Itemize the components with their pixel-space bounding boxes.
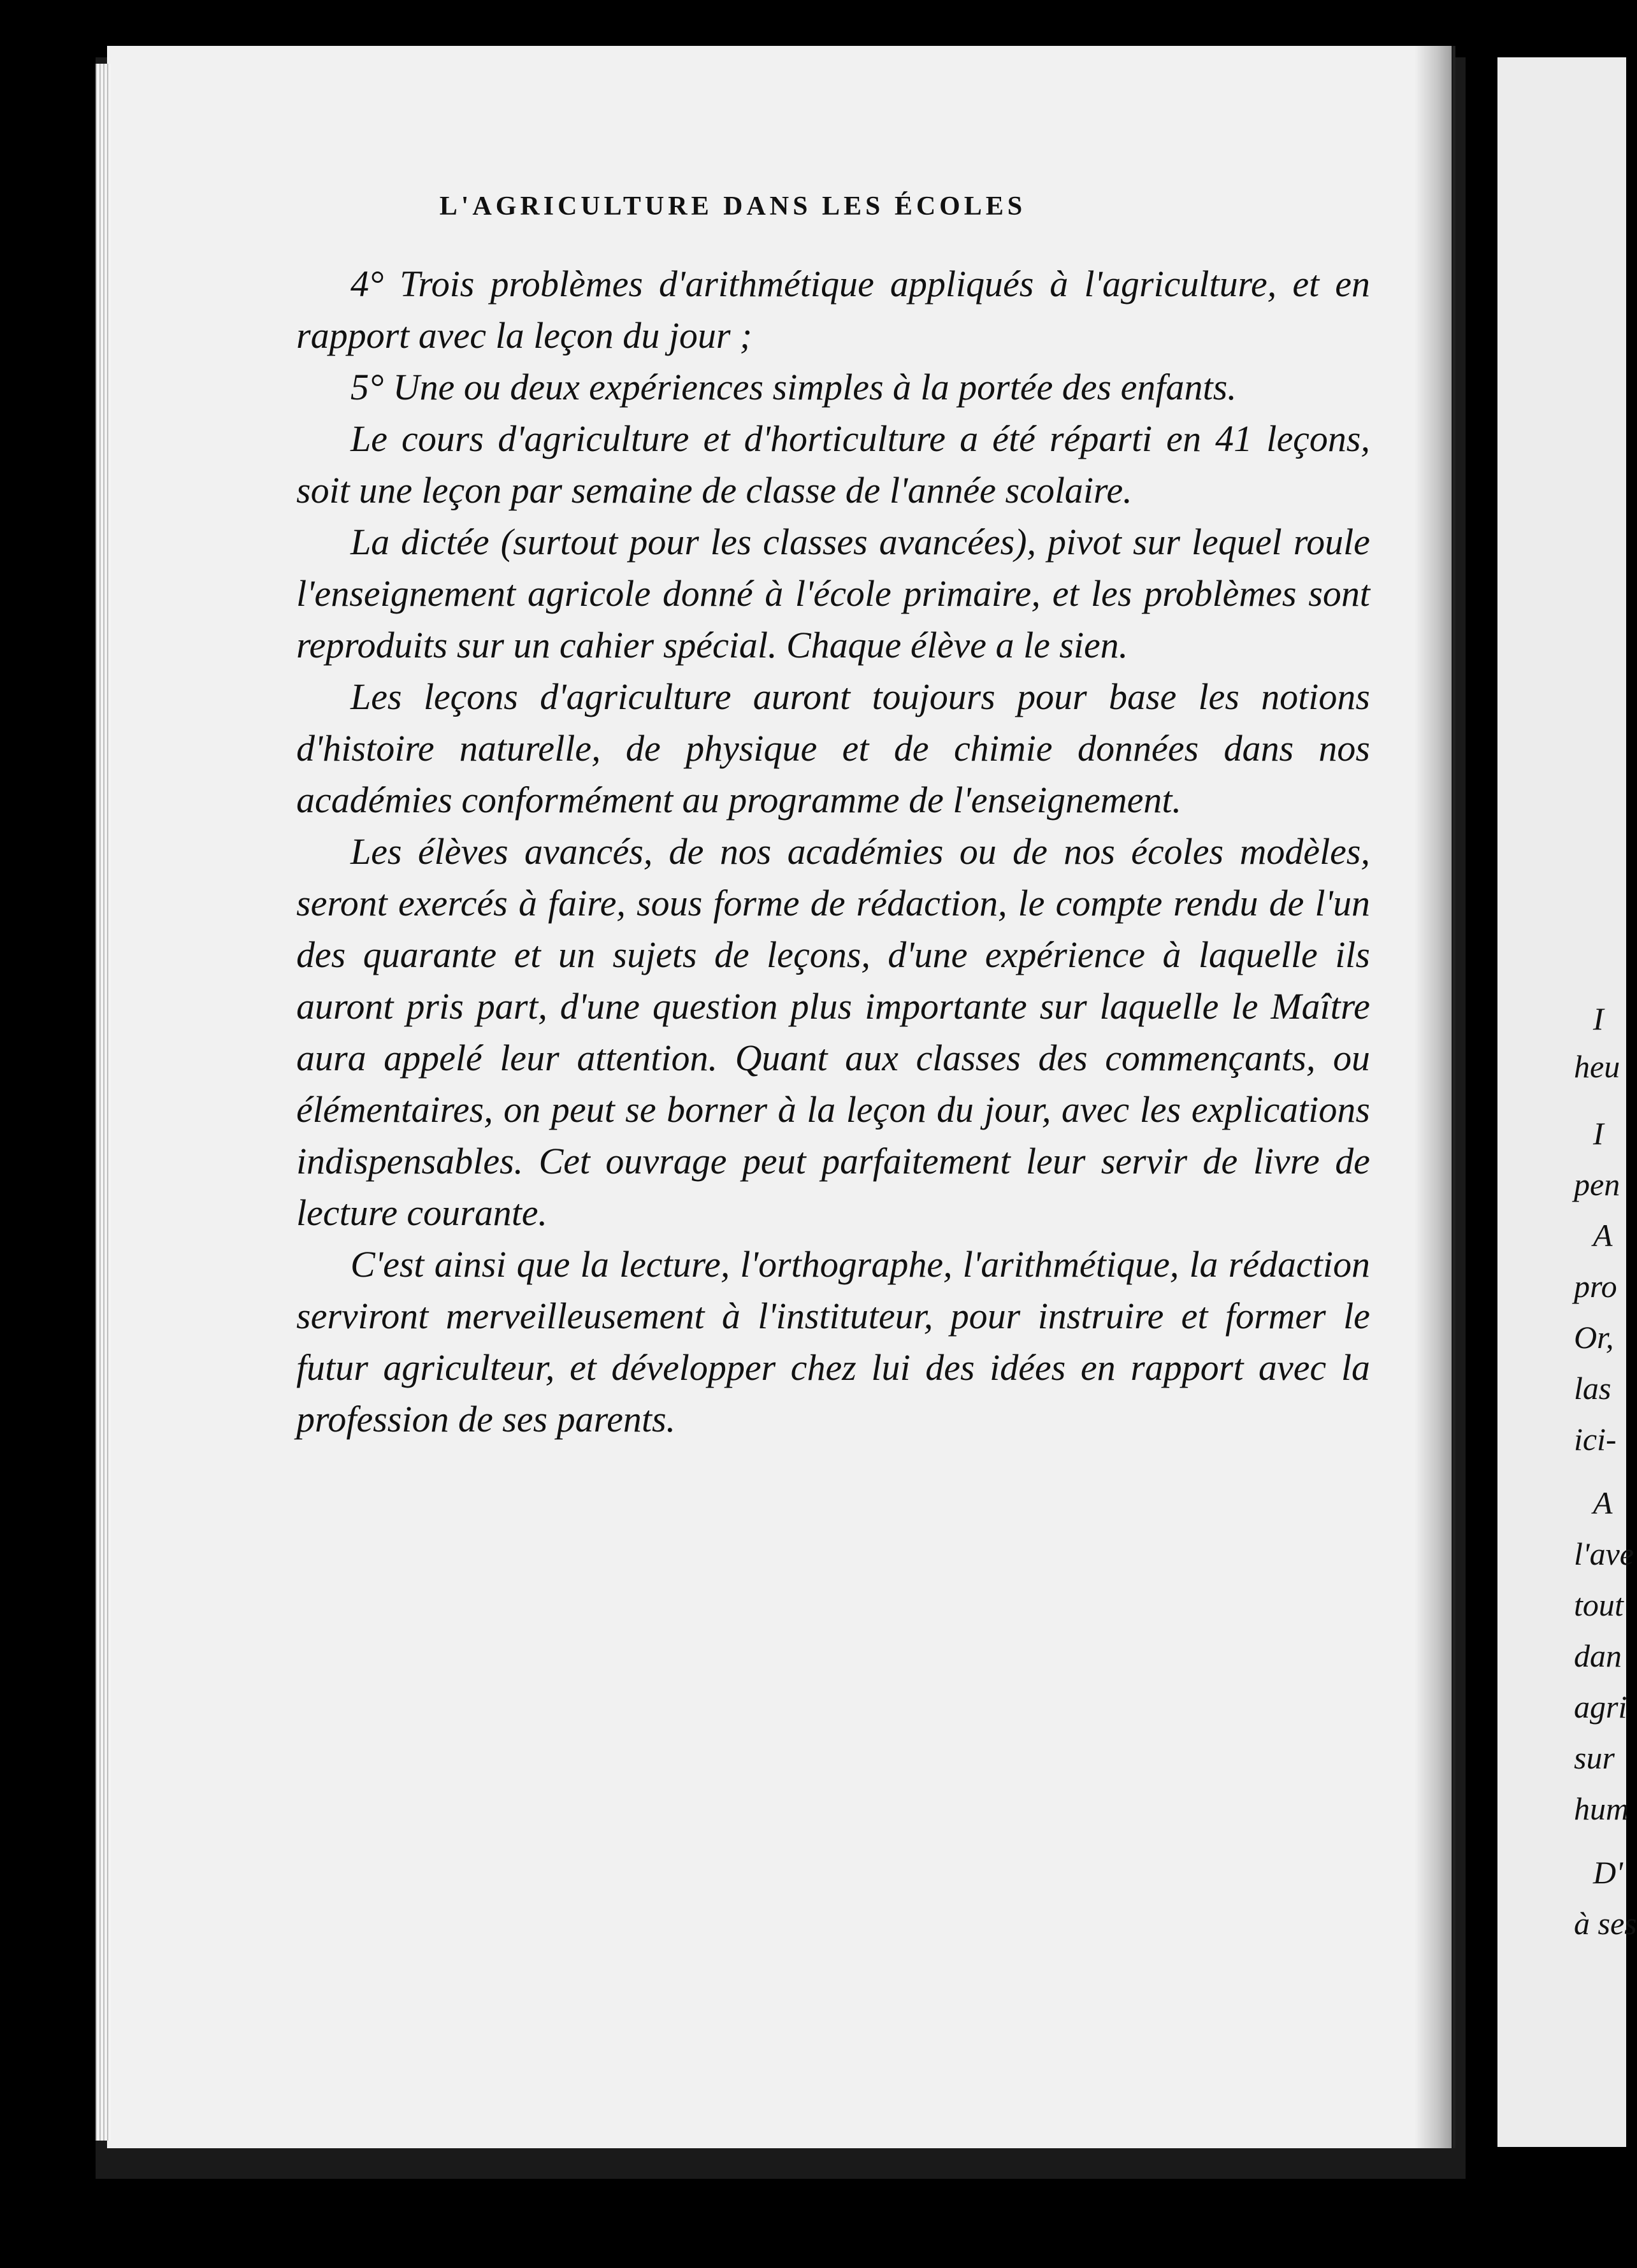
- right-line: sur: [1574, 1740, 1615, 1776]
- paragraph-2: 5° Une ou deux expériences simples à la portée des enfants.: [350, 366, 1237, 408]
- right-line: heu: [1574, 1049, 1620, 1084]
- paragraph-7: C'est ainsi que la lecture, l'orthographe, l'arithmétique, la rédaction serviront merveilleusement à l'instituteur, pour instruire et former le futur agriculteur, et développer chez lui des idées en rapport avec la profession de ses parents.: [296, 1244, 1370, 1440]
- right-line: ici-: [1574, 1421, 1617, 1457]
- paragraph-5: Les leçons d'agriculture auront toujours pour base les notions d'histoire naturelle, de physique et de chimie données dans nos académies conformément au programme de l'enseignement.: [296, 676, 1370, 821]
- right-line: A: [1593, 1217, 1613, 1253]
- right-line: agri: [1574, 1689, 1627, 1725]
- body-text: [296, 258, 1370, 1445]
- right-line: hum: [1574, 1791, 1629, 1827]
- right-line: I: [1593, 1001, 1604, 1037]
- right-line: à ses: [1574, 1906, 1637, 1941]
- page-edges: [96, 64, 111, 2141]
- right-line: Or,: [1574, 1319, 1614, 1355]
- right-line: pro: [1574, 1268, 1617, 1304]
- right-line: las: [1574, 1370, 1612, 1406]
- paragraph-6: Les élèves avancés, de nos académies ou de nos écoles modèles, seront exercés à faire, sous forme de rédaction, le compte rendu de l'un des quarante et un sujets de leçons, d'une expérience à laquelle ils auront pris part, d'une question plus importante sur laquelle le Maître aura appelé leur attention. Quant aux classes des commençants, ou élémentaires, on peut se borner à la leçon du jour, avec les explications indispensables. Cet ouvrage peut parfaitement leur servir de livre de lecture courante.: [296, 831, 1370, 1233]
- paragraph-1: 4° Trois problèmes d'arithmétique appliqués à l'agriculture, et en rapport avec la leçon du jour ;: [296, 263, 1370, 356]
- right-line: dan: [1574, 1638, 1622, 1674]
- right-line: D': [1593, 1855, 1623, 1890]
- right-line: I: [1593, 1116, 1604, 1151]
- gutter-shadow: [1415, 46, 1453, 2148]
- right-line: tout: [1574, 1587, 1624, 1623]
- running-header: L'AGRICULTURE DANS LES ÉCOLES: [439, 192, 1027, 221]
- right-line: pen: [1574, 1166, 1620, 1202]
- right-line: A: [1593, 1485, 1613, 1521]
- right-page-fragment: [1497, 57, 1637, 2147]
- paragraph-3: Le cours d'agriculture et d'horticulture a été réparti en 41 leçons, soit une leçon par semaine de classe de l'année scolaire.: [296, 418, 1370, 511]
- right-line: l'ave: [1574, 1536, 1634, 1572]
- paragraph-4: La dictée (surtout pour les classes avancées), pivot sur lequel roule l'enseignement agricole donné à l'école primaire, et les problèmes sont reproduits sur un cahier spécial. Chaque élève a le sien.: [296, 521, 1370, 666]
